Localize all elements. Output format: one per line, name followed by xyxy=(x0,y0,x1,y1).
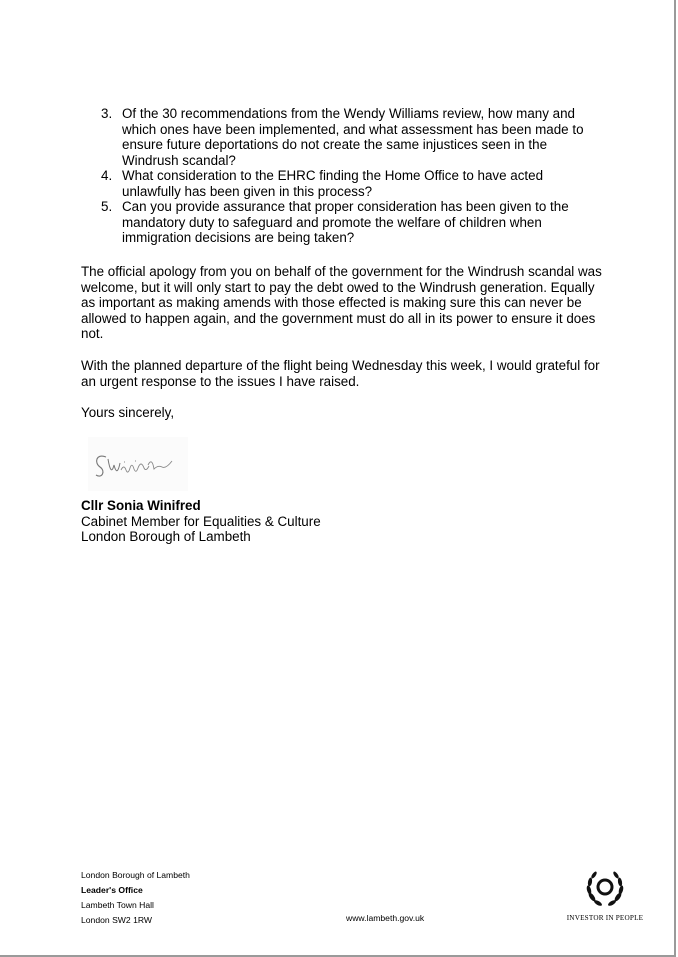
list-item xyxy=(81,199,601,246)
paragraph-request: With the planned departure of the flight being Wednesday this week, I would grateful for an urgent response to the issues I have raised. xyxy=(81,358,600,389)
handwritten-signature xyxy=(88,437,188,491)
list-item-text: What consideration to the EHRC finding the Home Office to have acted unlawfully has been given in this process? xyxy=(122,168,544,199)
logo-text: INVESTOR IN PEOPLE xyxy=(566,914,644,922)
footer-address-line: Lambeth Town Hall xyxy=(81,900,154,910)
footer-address-line: London Borough of Lambeth xyxy=(81,870,190,880)
signature-block xyxy=(81,498,321,545)
list-item-number: 5. xyxy=(101,199,113,214)
investor-in-people-logo xyxy=(563,869,647,922)
footer-address-line: Leader's Office xyxy=(81,885,143,895)
signatory-name: Cllr Sonia Winifred xyxy=(81,498,201,513)
list-item-text: Of the 30 recommendations from the Wendy Williams review, how many and which ones have been implemented, and what assessment has been made to ensure future deportations do not create the same injustices seen in the Windrush scandal? xyxy=(122,106,584,168)
questions-list xyxy=(81,106,601,246)
list-item xyxy=(81,168,601,199)
signatory-role: Cabinet Member for Equalities & Culture xyxy=(81,513,321,529)
list-item-text: Can you provide assurance that proper consideration has been given to the mandatory duty to safeguard and promote the welfare of children when immigration decisions are being taken? xyxy=(122,199,569,245)
footer-address-line: London SW2 1RW xyxy=(81,915,153,925)
footer-website: www.lambeth.gov.uk xyxy=(346,913,425,923)
closing-salutation: Yours sincerely, xyxy=(81,405,175,420)
paragraph-apology: The official apology from you on behalf of the government for the Windrush scandal was welcome, but it will only start to pay the debt owed to the Windrush generation. Equally as important as making amends with those effected is making sure this can never be allowed to happen again, and the government must do all in its power to ensure it does not. xyxy=(81,264,602,341)
list-item-number: 4. xyxy=(101,168,113,183)
signatory-organisation: London Borough of Lambeth xyxy=(81,529,251,544)
list-item-number: 3. xyxy=(101,106,113,121)
laurel-wreath-icon xyxy=(583,869,627,913)
footer-address xyxy=(81,868,190,928)
list-item xyxy=(81,106,601,168)
